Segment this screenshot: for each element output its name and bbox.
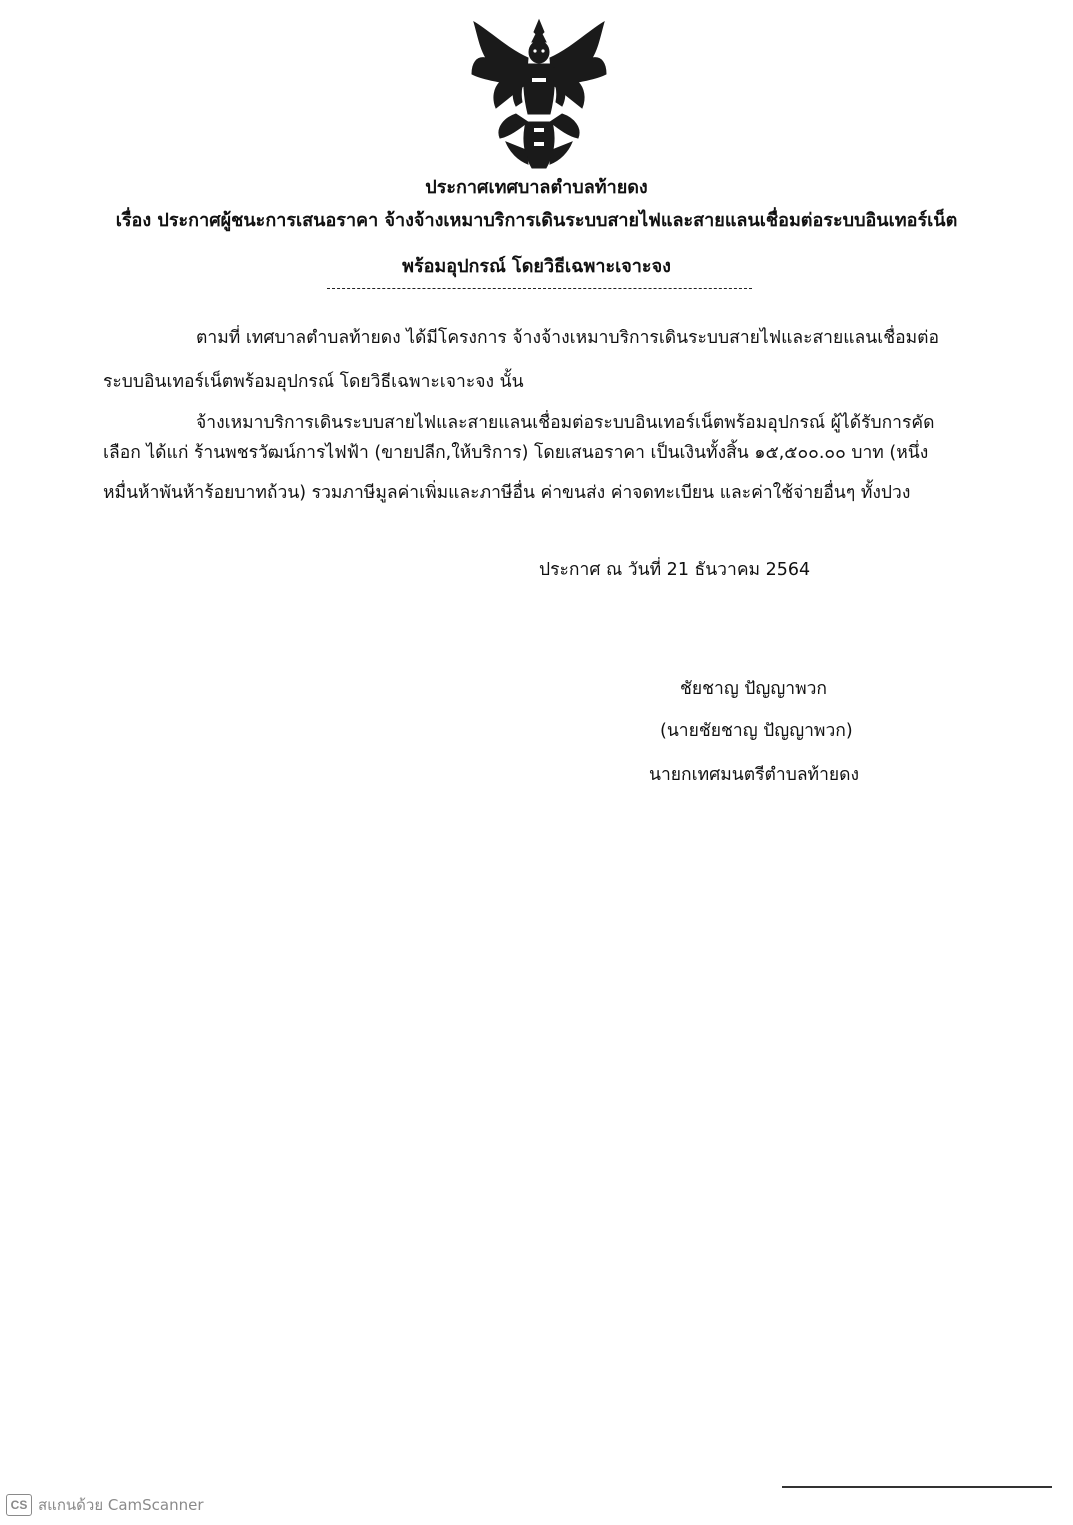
scan-edge-line <box>782 1486 1052 1488</box>
divider <box>327 288 752 289</box>
subject-line-continued: พร้อมอุปกรณ์ โดยวิธีเฉพาะเจาะจง <box>402 256 671 277</box>
paragraph-1-line-2: ระบบอินเทอร์เน็ตพร้อมอุปกรณ์ โดยวิธีเฉพาะเจาะจง นั้น <box>103 372 524 392</box>
paragraph-1-line-1: ตามที่ เทศบาลตำบลท้ายดง ได้มีโครงการ จ้างจ้างเหมาบริการเดินระบบสายไฟและสายแลนเชื่อมต่อ <box>196 328 940 348</box>
paragraph-2-line-2: เลือก ได้แก่ ร้านพชรวัฒน์การไฟฟ้า (ขายปลีก,ให้บริการ) โดยเสนอราคา เป็นเงินทั้งสิ้น ๑๕,๕๐๐.๐๐ บาท (หนึ่ง <box>103 443 929 463</box>
announcement-heading: ประกาศเทศบาลตำบลท้ายดง <box>425 177 648 198</box>
signatory-full-name: (นายชัยชาญ ปัญญาพวก) <box>660 721 853 741</box>
scanner-watermark-label: สแกนด้วย CamScanner <box>38 1496 204 1514</box>
garuda-emblem-icon <box>466 18 612 170</box>
subject-line: เรื่อง ประกาศผู้ชนะการเสนอราคา จ้างจ้างเหมาบริการเดินระบบสายไฟและสายแลนเชื่อมต่อระบบอินเทอร์เน็ต <box>115 210 958 231</box>
signature: ชัยชาญ ปัญญาพวก <box>680 679 828 699</box>
camscanner-logo-icon: CS <box>6 1494 32 1516</box>
paragraph-2-line-3: หมื่นห้าพันห้าร้อยบาทถ้วน) รวมภาษีมูลค่าเพิ่มและภาษีอื่น ค่าขนส่ง ค่าจดทะเบียน และค่าใช้จ่ายอื่นๆ ทั้งปวง <box>103 483 911 503</box>
announcement-date: ประกาศ ณ วันที่ 21 ธันวาคม 2564 <box>539 560 811 580</box>
signatory-title: นายกเทศมนตรีตำบลท้ายดง <box>649 765 860 785</box>
paragraph-2-line-1: จ้างเหมาบริการเดินระบบสายไฟและสายแลนเชื่อมต่อระบบอินเทอร์เน็ตพร้อมอุปกรณ์ ผู้ได้รับการคัด <box>196 413 935 433</box>
scanner-watermark <box>6 1492 204 1518</box>
